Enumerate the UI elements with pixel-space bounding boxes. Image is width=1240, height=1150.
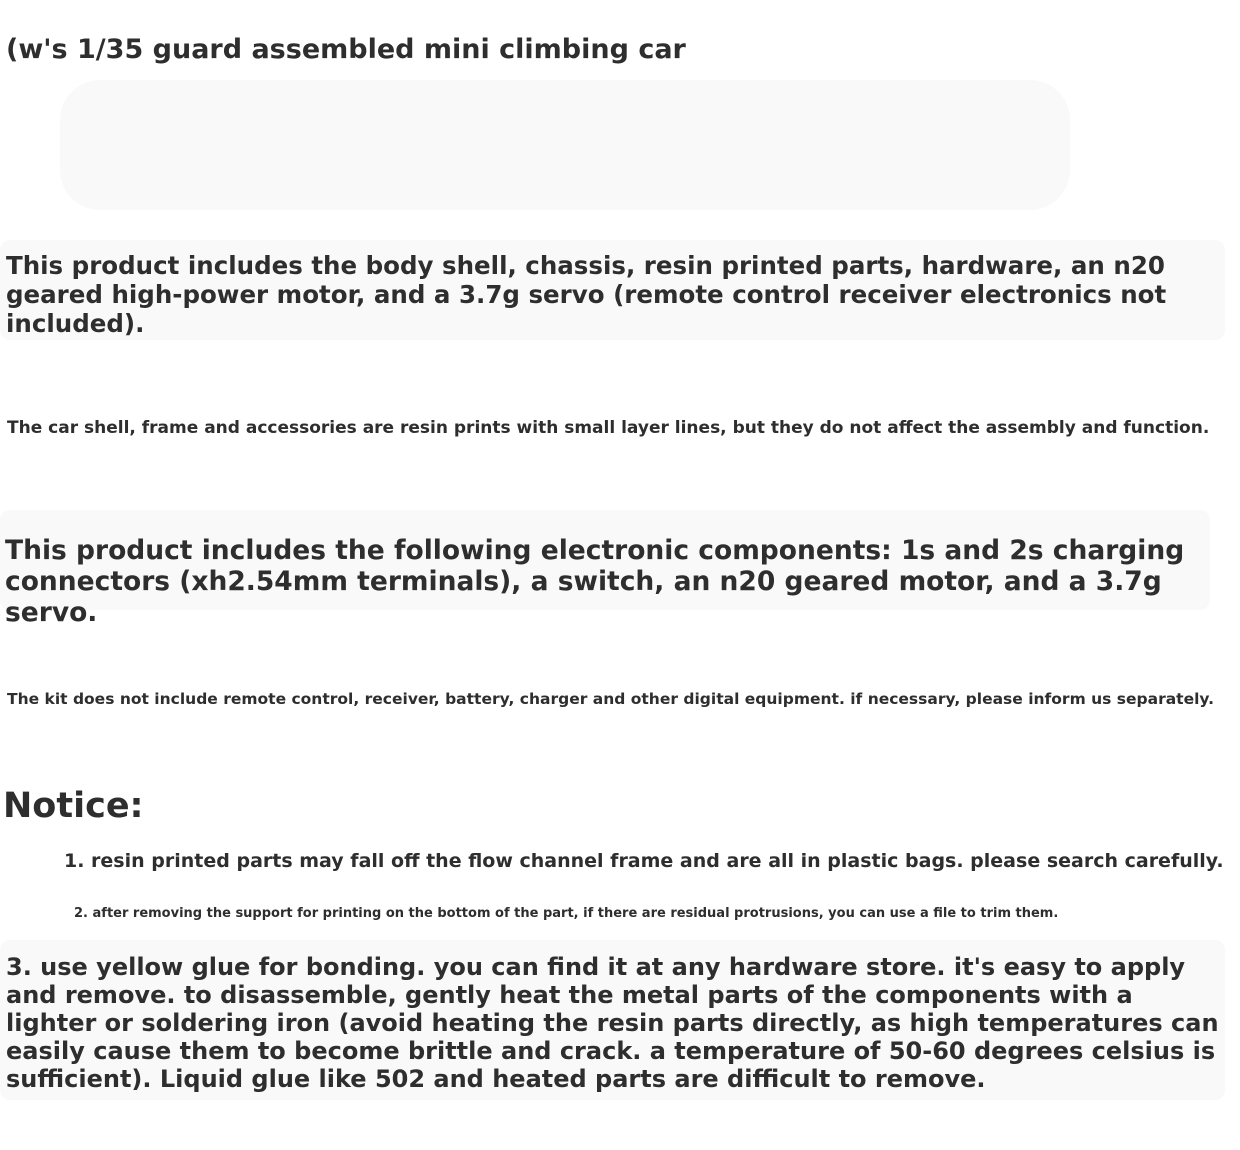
notice-item: 2. after removing the support for printing on the bottom of the part, if there are residual protrusions, you can use a file to trim them.: [74, 906, 1059, 921]
notice-item: 1. resin printed parts may fall off the flow channel frame and are all in plastic bags. please search carefully.: [64, 850, 1224, 872]
notice-item: 3. use yellow glue for bonding. you can find it at any hardware store. it's easy to apply and remove. to disassemble, gently heat the metal parts of the components with a lighter or soldering iron (avoid heating the resin parts directly, as high temperatures can easily cause them to become brittle and crack. a temperature of 50-60 degrees celsius is sufficient). Liquid glue like 502 and heated parts are difficult to remove.: [6, 953, 1219, 1093]
notice-heading: Notice:: [3, 786, 144, 826]
kit-exclusions-note: The kit does not include remote control, receiver, battery, charger and other digital equipment. if necessary, please inform us separately.: [7, 690, 1214, 708]
product-title: (w's 1/35 guard assembled mini climbing car: [6, 34, 686, 65]
components-paragraph: This product includes the following electronic components: 1s and 2s charging connectors (xh2.54mm terminals), a switch, an n20 geared motor, and a 3.7g servo.: [5, 535, 1185, 628]
intro-paragraph: This product includes the body shell, chassis, resin printed parts, hardware, an n20 geared high-power motor, and a 3.7g servo (remote control receiver electronics not included).: [6, 251, 1167, 338]
background-haze: [60, 80, 1070, 210]
resin-note: The car shell, frame and accessories are resin prints with small layer lines, but they do not affect the assembly and function.: [7, 418, 1210, 438]
